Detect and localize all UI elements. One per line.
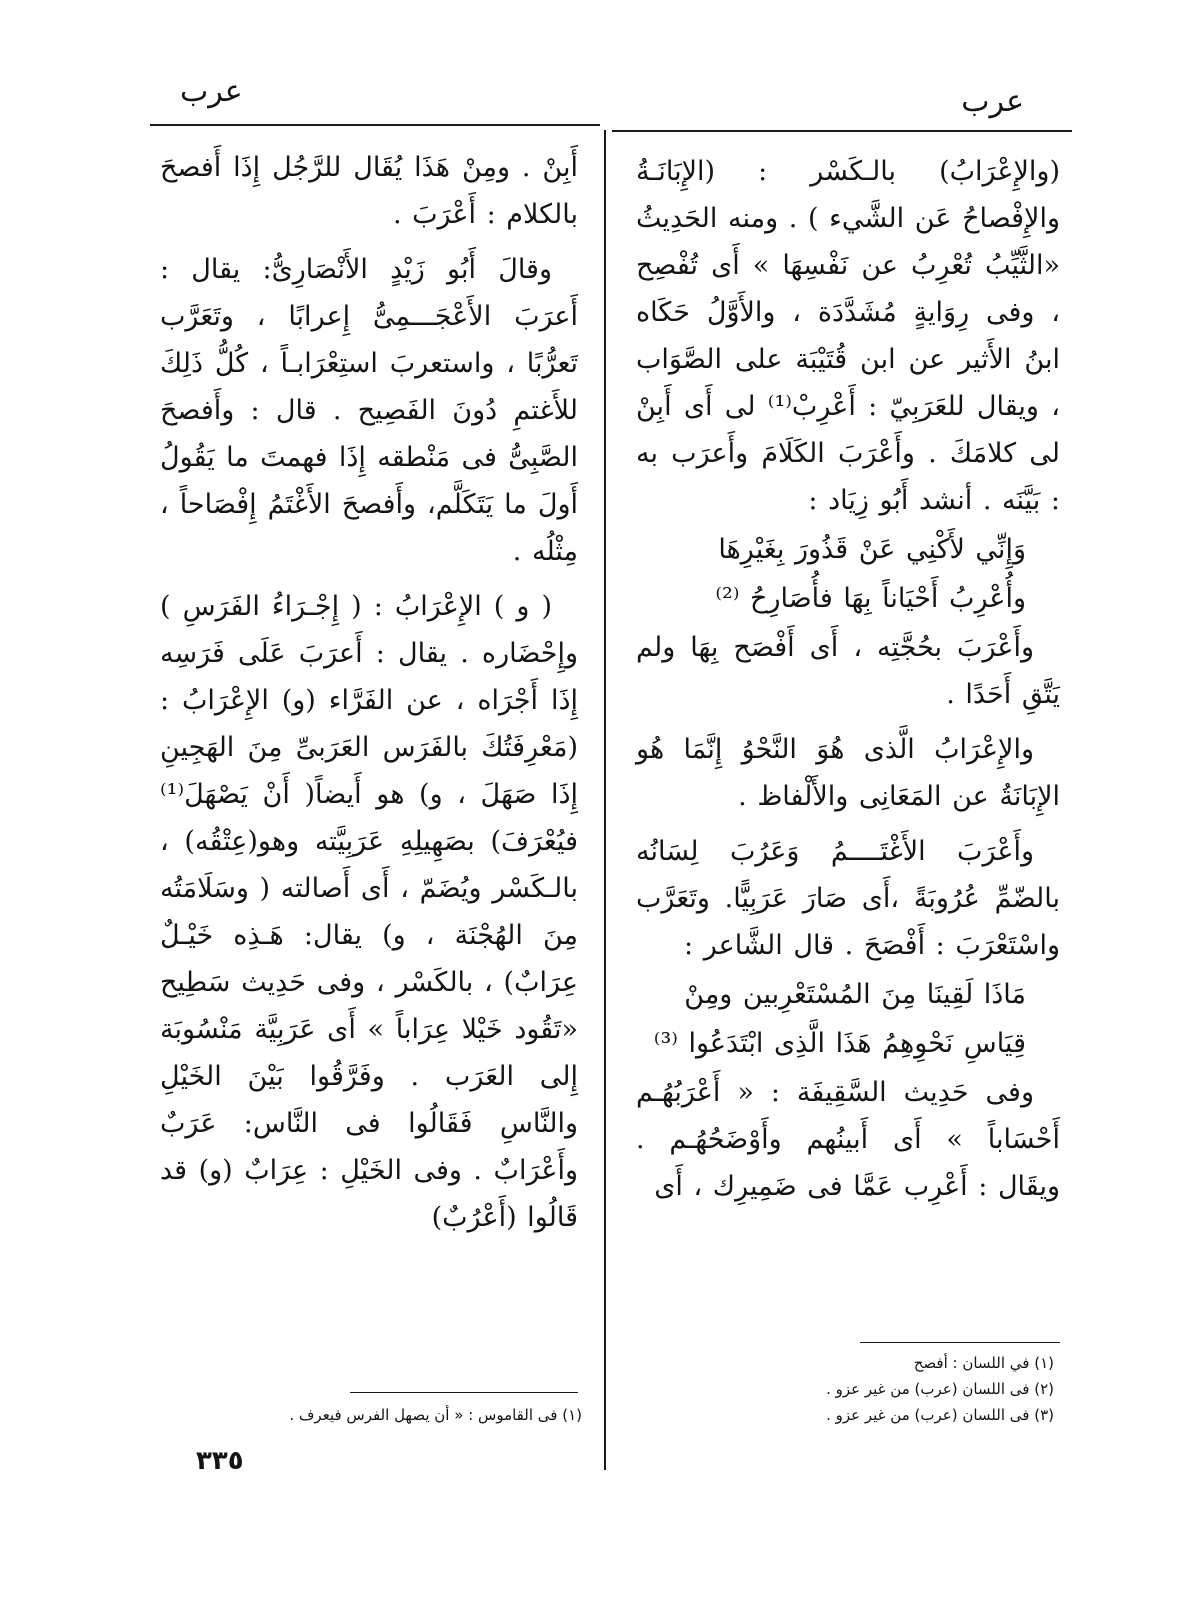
text-column-left: [160, 144, 578, 1243]
verse-line: قِيَاسِ نَحْوِهِمُ هَذَا الَّذِى ابْتَدَعُوا ⁽³⁾: [653, 1028, 1026, 1059]
paragraph: ( و ) الإِعْرَابُ : ( إِجْـرَاءُ الفَرَسِ ) وإِحْضَاره . يقال : أَعرَبَ عَلَى فَرَسِه إِذَا أَجْرَاه ، عن الفَرَّاء (و) الإِعْرَابُ : (مَعْرِفَتُكَ بالفَرَس العَرَبىِّ مِنَ الهَجِينِ إِذَا صَهَلَ ، و) هو أَيضاً( أَنْ يَصْهَلَ⁽¹⁾ فيُعْرَفَ) بصَهِيلِهِ عَرَبِيَّته وهو(عِتْقُه) ، بالـكَسْر ويُضَمّ ، أَى أَصالته ( وسَلَامَتُه مِنَ الهُجْنَة ، و) يقال: هَـذِه خَيْـلٌ عِرَابٌ) ، بالكَسْر ، وفى حَدِيث سَطِيح «تَقُود خَيْلا عِرَاباً » أَى عَرَبِيَّة مَنْسُوبَة إِلى العَرَب . وفَرَّقُوا بَيْنَ الخَيْلِ والنَّاسِ فَقَالُوا فى النَّاس: عَرَبٌ وأَعْرَابٌ . وفى الخَيْلِ : عِرَابٌ (و) قد قَالُوا (أَعْرُبٌ): [160, 591, 578, 1233]
paragraph: (والإِعْرَابُ) بالـكَسْر : (الإِبَانَـةُ والإِفْصاحُ عَن الشَّيء ) . ومنه الحَدِيثُ «الثَّيِّبُ تُعْرِبُ عن نَفْسِهَا » أَى تُفْصِح ، وفى رِوَايةٍ مُشَدَّدَة ، والأَوَّلُ حَكَاه ابنُ الأَثير عن ابن قُتَيْبَة على الصَّوَاب ، ويقال للعَرَبِيّ : أَعْرِبْ⁽¹⁾ لى أَى أَبِنْ لى كلامَكَ . وأَعْرَبَ الكَلَامَ وأَعرَب به : بَيَّنَه . أنشد أَبُو زِيَاد :: [636, 156, 1060, 516]
paragraph: أَبِنْ . ومِنْ هَذَا يُقَال للرَّجُل إِذَا أَفصحَ بالكلام : أَعْرَبَ .: [160, 152, 578, 230]
verse-line: وأُعْرِبُ أَحْيَاناً بِهَا فأُصَارِحُ ⁽²⁾: [715, 583, 1026, 614]
running-header-left: عرب: [180, 74, 243, 109]
verse-line: مَاذَا لَقِينَا مِنَ المُسْتَعْرِبين ومِنْ: [684, 979, 1026, 1010]
paragraph: وقالَ أَبُو زَيْدٍ الأَنْصَارِىُّ: يقال : أَعرَبَ الأَعْجَـــمِىُّ إِعرابًا ، وتَعَرَّب تَعرُّبًا ، واستعربَ استِعْرَابـاً ، كُلُّ ذَلِكَ للأَغتمِ دُونَ الفَصِيح . قال : وأَفصحَ الصَّبِىُّ فى مَنْطقه إِذَا فهمتَ ما يَقُولُ أَولَ ما يَتَكَلَّم، وأَفصحَ الأَغْتَمُ إِفْصَاحاً ، مِثْلُه .: [160, 254, 578, 567]
footnote-rule-right: [860, 1342, 1060, 1343]
footnote: (١) فى القاموس : « أن يصهل الفرس فيعرف .: [289, 1406, 582, 1424]
footnote: (٢) فى اللسان (عرب) من غير عزو .: [826, 1380, 1054, 1398]
paragraph: وفى حَدِيث السَّقِيفَة : « أَعْرَبُهُـم أَحْسَاباً » أَى أَبينُهم وأَوْضَحُهُـم . ويقَال : أَعْرِب عَمَّا فى ضَمِيرِك ، أَى: [636, 1077, 1060, 1202]
column-divider: [604, 130, 606, 1470]
header-rule-left: [150, 124, 600, 126]
footnotes-left: [202, 1402, 582, 1428]
text-column-right: [636, 148, 1060, 1212]
paragraph: وأَعْرَبَ بحُجَّتِه ، أَى أَفْصَح بِهَا ولم يَتَّقِ أَحَدًا .: [636, 632, 1060, 710]
footnote: (١) في اللسان : أفصح: [913, 1354, 1054, 1372]
running-header-right: عرب: [961, 84, 1024, 119]
verse-line: وَإِنِّي لأَكْنِي عَنْ قَذُورَ بِغَيْرِهَا: [718, 534, 1026, 565]
footnote-rule-left: [350, 1392, 578, 1393]
footnote: (٣) فى اللسان (عرب) من غير عزو .: [826, 1406, 1054, 1424]
paragraph: وأَعْرَبَ الأَغْتَــــمُ وَعَرُبَ لِسَانُه بالضّمِّ عُرُوبَةً ،أَى صَارَ عَرَبِيًّا. وتَعَرَّب واسْتَعْرَبَ : أَفْصَحَ . قال الشَّاعر :: [636, 836, 1060, 961]
page-number: ٣٣٥: [196, 1446, 244, 1476]
paragraph: والإِعْرَابُ الَّذى هُوَ النَّحْوُ إِنَّمَا هُو الإِبَانَةُ عن المَعَانِى والأَلْفاظ .: [636, 734, 1060, 812]
footnotes-right: [754, 1350, 1054, 1428]
header-rule-right: [612, 130, 1072, 132]
